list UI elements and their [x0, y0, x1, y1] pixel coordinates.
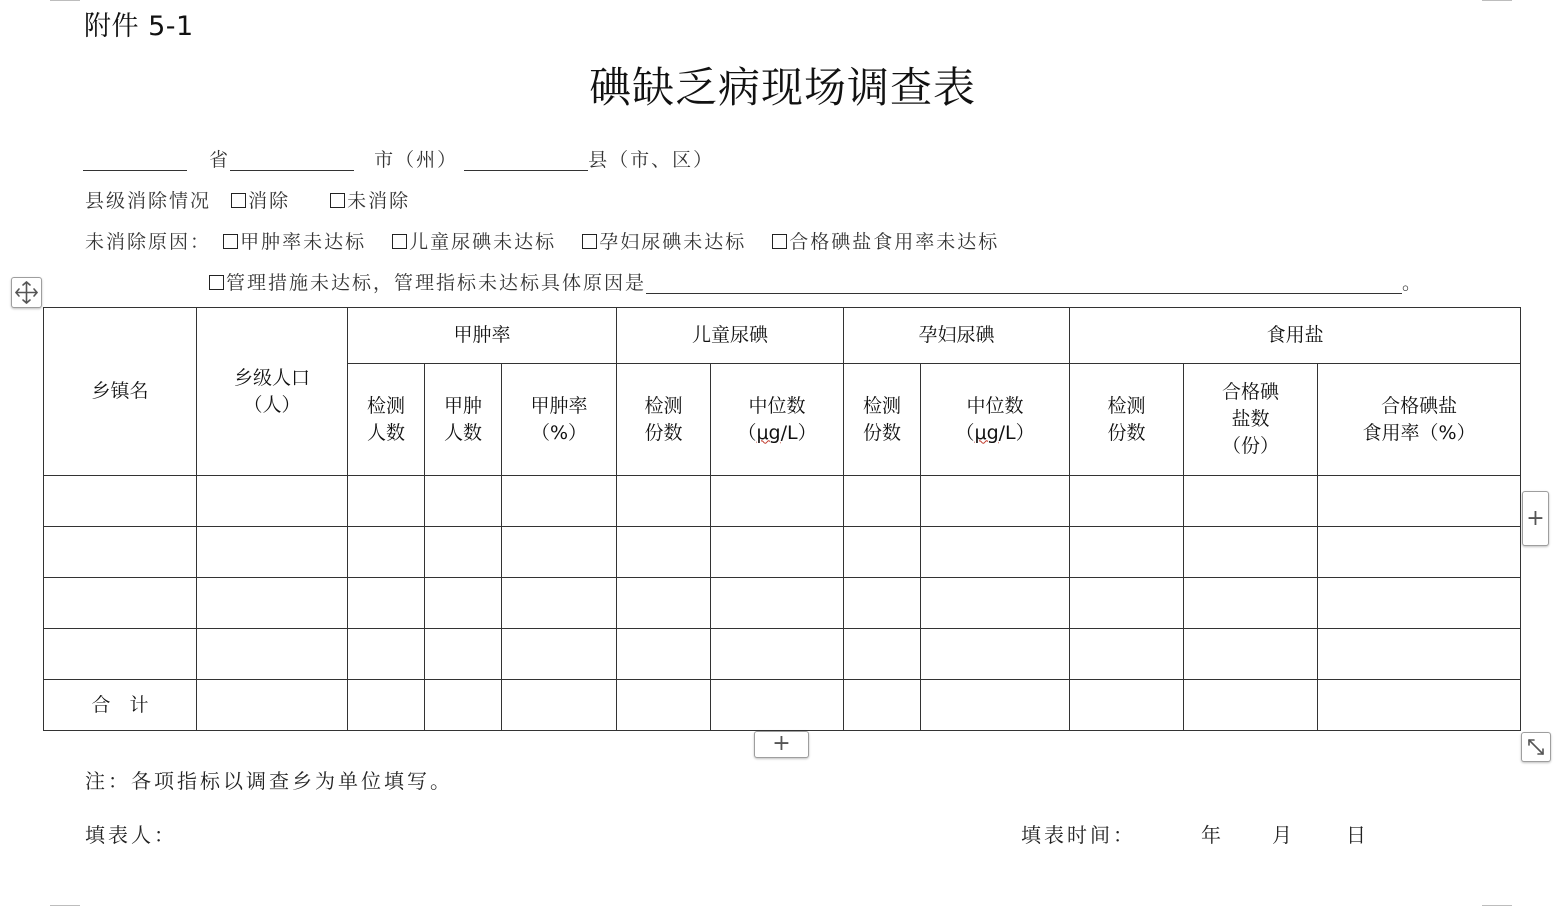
eliminated-checkbox[interactable]: [231, 193, 246, 208]
reason-detail-blank[interactable]: [646, 273, 1402, 294]
filler-label: 填表人：: [85, 823, 177, 847]
header-salt-group: 食用盐: [1070, 308, 1521, 364]
page-corner-mark: [50, 905, 80, 906]
reason-goiter-checkbox[interactable]: [223, 234, 238, 249]
header-child-tested: 检测 份数: [617, 364, 711, 476]
header-town: 乡镇名: [44, 308, 197, 476]
header-salt-tested: 检测 份数: [1070, 364, 1184, 476]
header-population: 乡级人口 （人）: [197, 308, 348, 476]
table-row[interactable]: [44, 578, 1521, 629]
eliminated-label: 消除: [248, 190, 291, 212]
city-blank[interactable]: [230, 150, 354, 171]
year-label: 年: [1201, 823, 1224, 847]
elimination-label: 县级消除情况: [85, 190, 212, 212]
county-label: 县（市、区）: [588, 149, 715, 171]
page-title: 碘缺乏病现场调查表: [588, 63, 976, 112]
annex-label: 附件 5-1: [84, 11, 194, 42]
page-corner-mark: [50, 0, 80, 1]
table-move-handle[interactable]: [11, 277, 42, 308]
reasons-line: [85, 227, 999, 254]
province-label: 省: [209, 149, 231, 171]
header-pregnant-iodine-group: 孕妇尿碘: [844, 308, 1070, 364]
move-arrows-icon: [12, 278, 41, 307]
header-pregnant-tested: 检测 份数: [844, 364, 921, 476]
header-goiter-tested: 检测 人数: [348, 364, 425, 476]
header-child-median: 中位数 （μg/L）: [711, 364, 844, 476]
page-corner-mark: [1482, 0, 1512, 1]
not-eliminated-label: 未消除: [347, 190, 411, 212]
reason-child-checkbox[interactable]: [392, 234, 407, 249]
reason-goiter-label: 甲肿率未达标: [240, 231, 367, 253]
not-eliminated-checkbox[interactable]: [330, 193, 345, 208]
reason-salt-label: 合格碘盐食用率未达标: [789, 231, 1000, 253]
survey-table: [43, 307, 1521, 731]
elimination-line: [85, 186, 410, 213]
header-goiter-count: 甲肿 人数: [425, 364, 502, 476]
table-row[interactable]: [44, 527, 1521, 578]
county-blank[interactable]: [464, 150, 588, 171]
add-row-button[interactable]: [754, 731, 809, 758]
reasons-line-2: [209, 268, 1423, 295]
day-label: 日: [1346, 823, 1369, 847]
header-goiter-group: 甲肿率: [348, 308, 617, 364]
reason-end-mark: 。: [1402, 272, 1424, 294]
total-label: 合 计: [44, 680, 197, 731]
add-column-button[interactable]: [1522, 491, 1549, 546]
header-child-iodine-group: 儿童尿碘: [617, 308, 844, 364]
reason-pregnant-label: 孕妇尿碘未达标: [599, 231, 747, 253]
page-corner-mark: [1482, 905, 1512, 906]
month-label: 月: [1272, 823, 1295, 847]
plus-icon: +: [1526, 506, 1545, 531]
resize-diagonal-icon: [1522, 733, 1550, 761]
reason-management-checkbox[interactable]: [209, 275, 224, 290]
header-salt-qualified: 合格碘 盐数 （份）: [1184, 364, 1318, 476]
header-goiter-rate: 甲肿率 （%）: [502, 364, 617, 476]
city-label: 市（州）: [374, 149, 459, 171]
plus-icon: +: [772, 731, 791, 756]
fill-time-label: 填表时间：: [1021, 823, 1136, 847]
header-pregnant-median: 中位数 （μg/L）: [921, 364, 1070, 476]
reason-child-label: 儿童尿碘未达标: [409, 231, 557, 253]
reasons-label: 未消除原因：: [85, 231, 212, 253]
table-row[interactable]: [44, 629, 1521, 680]
table-resize-handle[interactable]: [1521, 732, 1551, 762]
table-row[interactable]: [44, 476, 1521, 527]
reason-salt-checkbox[interactable]: [772, 234, 787, 249]
note-text: 注：各项指标以调查乡为单位填写。: [85, 769, 453, 793]
header-salt-rate: 合格碘盐 食用率（%）: [1318, 364, 1521, 476]
location-line: [83, 145, 714, 172]
reason-management-label: 管理措施未达标，管理指标未达标具体原因是: [226, 272, 647, 294]
total-row[interactable]: [44, 680, 1521, 731]
reason-pregnant-checkbox[interactable]: [582, 234, 597, 249]
province-blank[interactable]: [83, 150, 187, 171]
